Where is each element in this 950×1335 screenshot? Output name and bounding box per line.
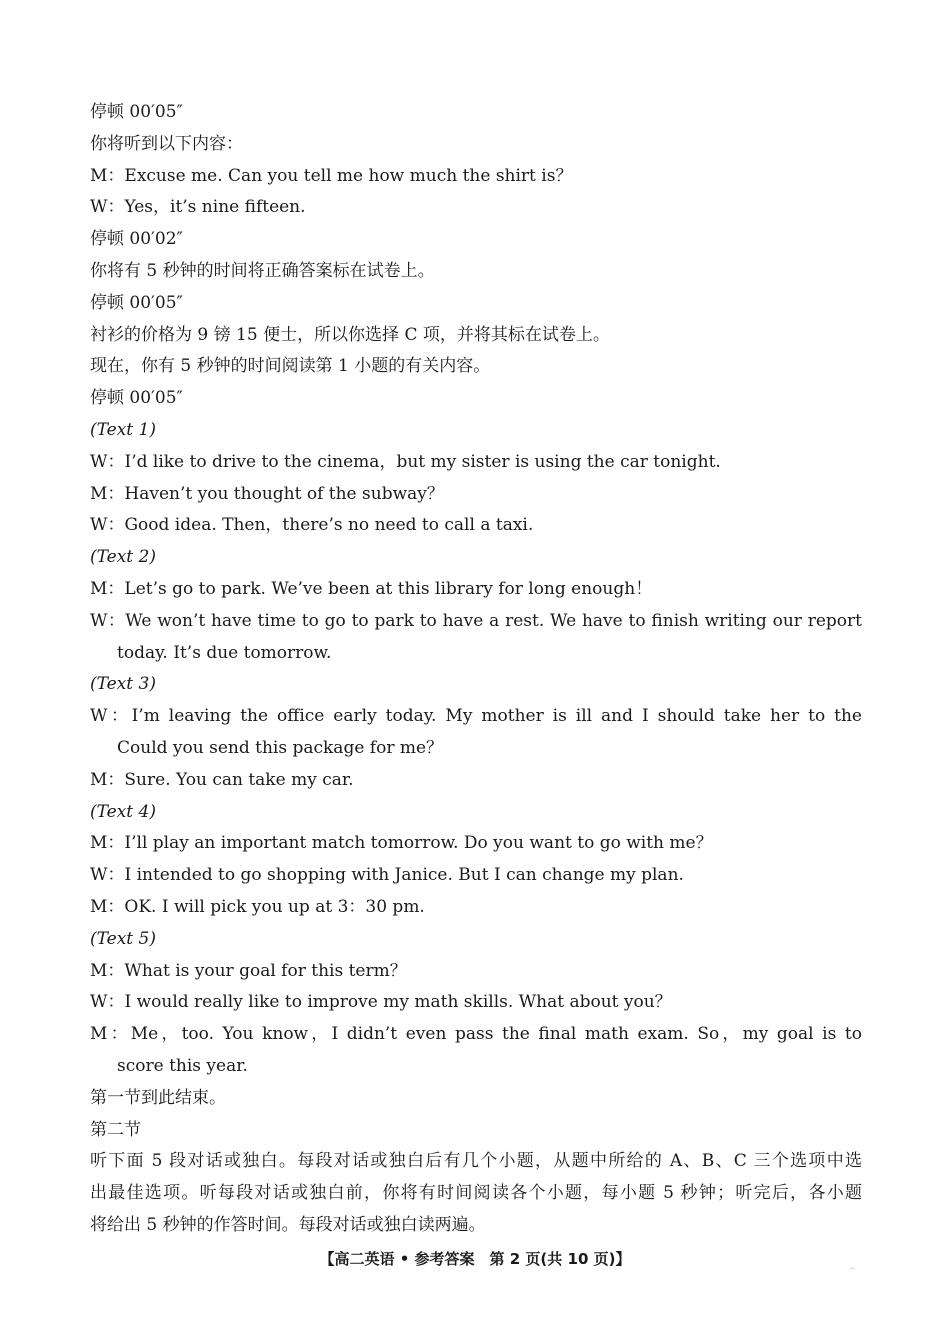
corner-mark: .. [850,1262,856,1271]
dialogue-line: M：Excuse me. Can you tell me how much the shirt is？ [90,165,573,186]
pause-line: 停顿 00′05″ [90,292,183,313]
dialogue-line: M：OK. I will pick you up at 3：30 pm. [90,896,425,917]
dialogue-line: M：Me，too. You know，I didn’t even pass the final math exam. So，my goal is to [90,1024,862,1045]
instruction-line: 听下面 5 段对话或独白。每段对话或独白后有几个小题，从题中所给的 A、B、C 三个选项中选 [90,1151,862,1172]
instruction-line: 出最佳选项。听每段对话或独白前，你将有时间阅读各个小题，每小题 5 秒钟；听完后，各小题 [90,1183,862,1204]
pause-line: 停顿 00′05″ [90,388,183,409]
dialogue-line: W：I’d like to drive to the cinema，but my sister is using the car tonight. [90,451,721,472]
dialogue-continuation: score this year. [117,1055,248,1076]
instruction-line: 衬衫的价格为 9 镑 15 便士，所以你选择 C 项，并将其标在试卷上。 [90,324,610,345]
dialogue-line: W：I would really like to improve my math skills. What about you？ [90,992,672,1013]
dialogue-line: M：Let’s go to park. We’ve been at this library for long enough！ [90,578,653,599]
dialogue-line: W：I’m leaving the office early today. My mother is ill and I should take her to the [90,706,862,727]
dialogue-continuation: today. It’s due tomorrow. [117,642,332,663]
dialogue-line: W：I intended to go shopping with Janice. But I can change my plan. [90,865,684,886]
transcript [90,97,862,1242]
text-label: (Text 1) [90,419,156,440]
dialogue-line: M：Sure. You can take my car. [90,769,354,790]
dialogue-line: W：Yes，it’s nine fifteen. [90,197,306,218]
dialogue-line: M：Haven’t you thought of the subway？ [90,483,444,504]
section-heading: 第二节 [90,1119,141,1140]
instruction-line: 你将有 5 秒钟的时间将正确答案标在试卷上。 [90,260,435,281]
text-label: (Text 4) [90,801,156,822]
page-footer: 【高二英语 • 参考答案 第 2 页(共 10 页)】 [319,1250,631,1268]
dialogue-line: M：I’ll play an important match tomorrow. Do you want to go with me？ [90,833,713,854]
text-label: (Text 2) [90,547,156,568]
instruction-line: 现在，你有 5 秒钟的时间阅读第 1 小题的有关内容。 [90,356,491,377]
instruction-line: 你将听到以下内容： [90,133,243,154]
pause-line: 停顿 00′05″ [90,102,183,122]
instruction-line: 将给出 5 秒钟的作答时间。每段对话或独白读两遍。 [90,1214,486,1235]
dialogue-line: W：Good idea. Then，there’s no need to call a taxi. [90,515,534,536]
dialogue-continuation: Could you send this package for me？ [117,737,444,758]
pause-line: 停顿 00′02″ [90,229,183,250]
text-label: (Text 3) [90,674,156,695]
dialogue-line: W：We won’t have time to go to park to have a rest. We have to finish writing our report [90,610,862,631]
text-label: (Text 5) [90,928,156,949]
section-end-line: 第一节到此结束。 [90,1087,226,1108]
dialogue-line: M：What is your goal for this term？ [90,960,407,981]
